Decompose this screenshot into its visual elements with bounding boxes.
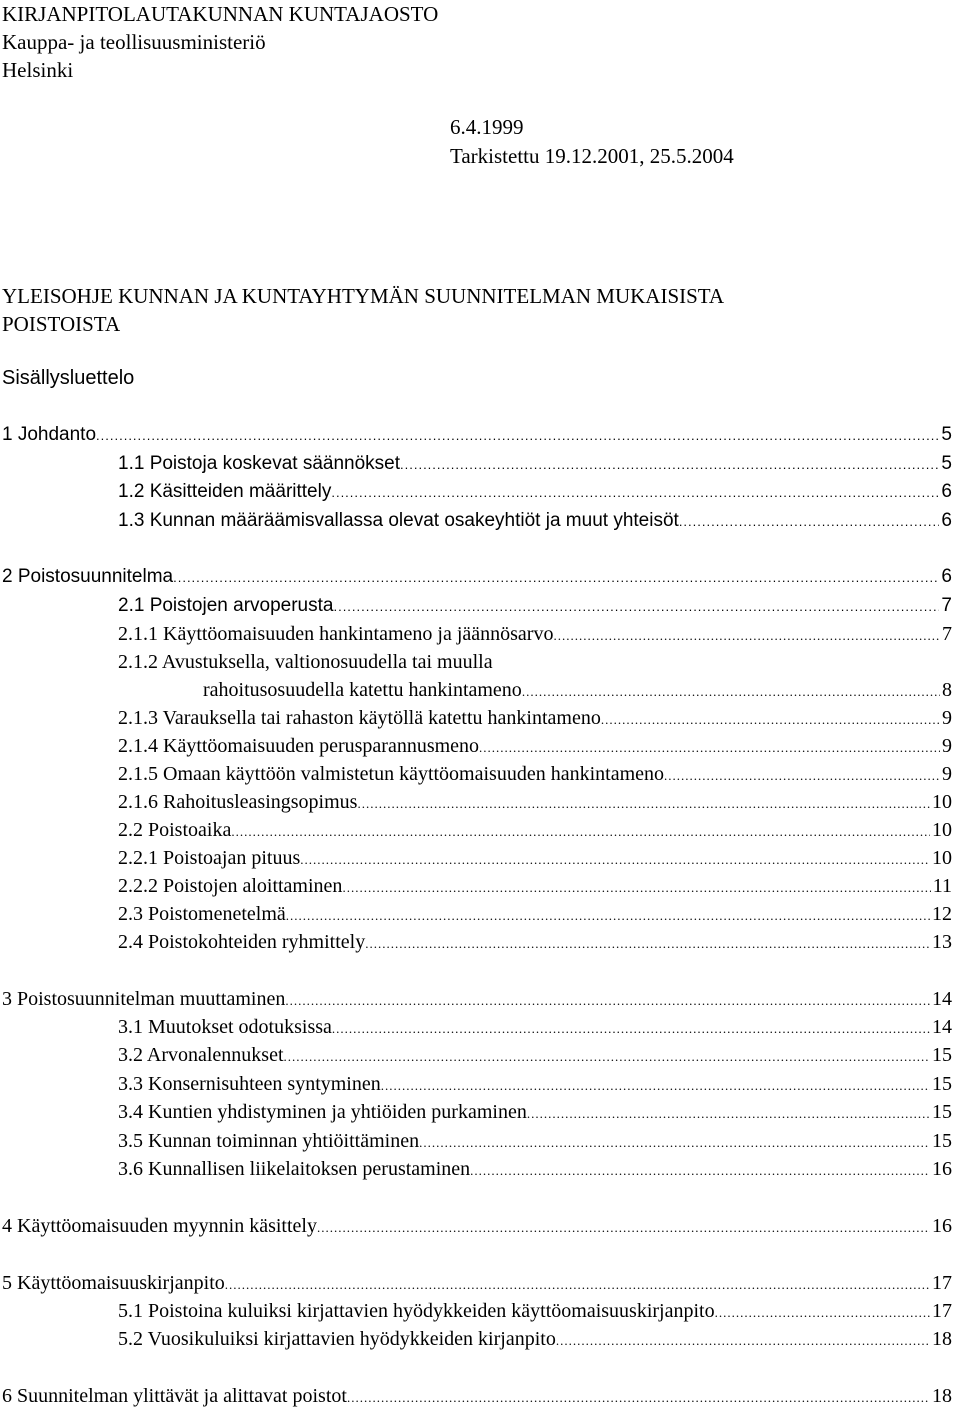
toc-leader <box>357 793 930 815</box>
toc-entry-label: 2.1.4 Käyttöomaisuuden perusparannusmeno <box>118 735 480 757</box>
toc-entry[interactable] <box>118 1158 952 1180</box>
toc-entry[interactable] <box>2 988 952 1010</box>
document-title-line-1: YLEISOHJE KUNNAN JA KUNTAYHTYMÄN SUUNNITELMAN MUKAISISTA <box>2 284 725 308</box>
toc-leader <box>332 1018 930 1040</box>
toc-entry-label: 2.1.1 Käyttöomaisuuden hankintameno ja jäännösarvo <box>118 623 554 645</box>
document-title-line-2: POISTOISTA <box>2 312 121 336</box>
toc-leader <box>381 1075 930 1097</box>
toc-entry-label: 2 Poistosuunnitelma <box>2 566 174 587</box>
toc-entry-page: 10 <box>932 819 952 841</box>
toc-entry-page: 18 <box>932 1385 952 1407</box>
toc-leader <box>317 1217 930 1239</box>
toc-entry-label: 3.1 Muutokset odotuksissa <box>118 1016 332 1038</box>
toc-entry-page: 15 <box>932 1044 952 1066</box>
toc-entry-label: rahoitusosuudella katettu hankintameno <box>203 679 522 701</box>
toc-leader <box>479 737 940 759</box>
toc-entry[interactable] <box>2 1215 952 1237</box>
toc-entry-label: 5.2 Vuosikuluiksi kirjattavien hyödykkeiden kirjanpito <box>118 1328 556 1350</box>
toc-entry-label[interactable]: 2.1.2 Avustuksella, valtionosuudella tai muulla <box>118 651 493 673</box>
toc-entry[interactable] <box>118 847 952 869</box>
toc-entry-label: 1.3 Kunnan määräämisvallassa olevat osakeyhtiöt ja muut yhteisöt <box>118 510 679 531</box>
toc-entry-page: 15 <box>932 1130 952 1152</box>
toc-heading: Sisällysluettelo <box>2 367 135 389</box>
toc-entry-label: 5.1 Poistoina kuluiksi kirjattavien hyödykkeiden käyttöomaisuuskirjanpito <box>118 1300 715 1322</box>
document-date: 6.4.1999 <box>450 115 524 139</box>
toc-entry[interactable] <box>118 1044 952 1066</box>
toc-entry[interactable] <box>118 707 952 729</box>
toc-entry-page: 10 <box>932 847 952 869</box>
toc-leader <box>400 454 939 476</box>
toc-entry[interactable] <box>118 1101 952 1123</box>
toc-leader <box>333 596 939 618</box>
toc-entry-page: 13 <box>932 931 952 953</box>
toc-leader <box>342 877 930 899</box>
toc-entry-label: 5 Käyttöomaisuuskirjanpito <box>2 1272 225 1294</box>
org-name: KIRJANPITOLAUTAKUNNAN KUNTAJAOSTO <box>2 2 439 26</box>
toc-entry-label: 1 Johdanto <box>2 424 97 445</box>
toc-leader <box>470 1160 930 1182</box>
toc-entry-page: 14 <box>932 988 952 1010</box>
toc-entry-page: 14 <box>932 1016 952 1038</box>
toc-entry-label: 3.2 Arvonalennukset <box>118 1044 284 1066</box>
toc-entry[interactable] <box>203 679 952 701</box>
toc-entry[interactable] <box>118 481 952 503</box>
toc-entry[interactable] <box>118 1328 952 1350</box>
toc-entry[interactable] <box>118 735 952 757</box>
toc-entry-label: 2.1 Poistojen arvoperusta <box>118 595 334 616</box>
toc-leader <box>556 1330 930 1352</box>
toc-entry-page: 6 <box>941 566 952 587</box>
toc-leader <box>225 1274 930 1296</box>
toc-entry-label: 1.1 Poistoja koskevat säännökset <box>118 453 401 474</box>
toc-leader <box>231 821 930 843</box>
toc-entry-page: 6 <box>941 481 952 502</box>
revision-dates: Tarkistettu 19.12.2001, 25.5.2004 <box>450 144 734 168</box>
toc-entry-label: 3.5 Kunnan toiminnan yhtiöittäminen <box>118 1130 420 1152</box>
toc-entry-page: 17 <box>932 1272 952 1294</box>
toc-entry-label: 2.4 Poistokohteiden ryhmittely <box>118 931 366 953</box>
toc-entry-page: 15 <box>932 1101 952 1123</box>
toc-entry[interactable] <box>118 510 952 532</box>
toc-entry-label: 2.1.5 Omaan käyttöön valmistetun käyttöomaisuuden hankintameno <box>118 763 665 785</box>
toc-entry[interactable] <box>118 903 952 925</box>
toc-entry-page: 9 <box>942 707 952 729</box>
toc-leader <box>284 1046 930 1068</box>
toc-entry-page: 6 <box>941 510 952 531</box>
toc-entry[interactable] <box>2 424 952 446</box>
toc-leader <box>419 1132 930 1154</box>
ministry-name: Kauppa- ja teollisuusministeriö <box>2 30 266 54</box>
toc-leader <box>286 905 930 927</box>
toc-entry-label: 3.6 Kunnallisen liikelaitoksen perustaminen <box>118 1158 471 1180</box>
toc-entry-label: 2.1.3 Varauksella tai rahaston käytöllä katettu hankintameno <box>118 707 601 729</box>
toc-entry-label: 2.2 Poistoaika <box>118 819 232 841</box>
toc-entry-label: 1.2 Käsitteiden määrittely <box>118 481 332 502</box>
toc-entry[interactable] <box>118 875 952 897</box>
toc-leader <box>365 933 930 955</box>
toc-leader <box>522 681 940 703</box>
toc-entry-page: 11 <box>932 875 952 897</box>
toc-entry-page: 17 <box>932 1300 952 1322</box>
toc-leader <box>715 1302 930 1324</box>
toc-leader <box>527 1103 930 1125</box>
toc-entry-label: 3.3 Konsernisuhteen syntyminen <box>118 1073 381 1095</box>
toc-entry[interactable] <box>118 763 952 785</box>
toc-entry-label: 2.1.6 Rahoitusleasingsopimus <box>118 791 358 813</box>
toc-entry[interactable] <box>118 1130 952 1152</box>
toc-entry-label: 2.3 Poistomenetelmä <box>118 903 286 925</box>
toc-entry-label: 3.4 Kuntien yhdistyminen ja yhtiöiden purkaminen <box>118 1101 527 1123</box>
toc-entry-page: 7 <box>941 595 952 616</box>
toc-entry[interactable] <box>118 819 952 841</box>
toc-entry-label: 2.2.1 Poistoajan pituus <box>118 847 301 869</box>
toc-leader <box>173 567 939 589</box>
toc-entry-page: 16 <box>932 1215 952 1237</box>
toc-entry-page: 9 <box>942 763 952 785</box>
toc-entry-page: 8 <box>942 679 952 701</box>
toc-entry[interactable] <box>118 453 952 475</box>
toc-entry-label: 6 Suunnitelman ylittävät ja alittavat poistot <box>2 1385 347 1407</box>
toc-entry[interactable] <box>118 1073 952 1095</box>
toc-leader <box>331 482 939 504</box>
toc-entry[interactable] <box>2 1272 952 1294</box>
toc-leader <box>601 709 940 731</box>
toc-entry[interactable] <box>118 931 952 953</box>
toc-entry-page: 12 <box>932 903 952 925</box>
toc-leader <box>347 1387 930 1409</box>
toc-entry-label: 4 Käyttöomaisuuden myynnin käsittely <box>2 1215 317 1237</box>
toc-entry-page: 9 <box>942 735 952 757</box>
toc-entry-page: 18 <box>932 1328 952 1350</box>
toc-entry-page: 15 <box>932 1073 952 1095</box>
toc-entry-label: 3 Poistosuunnitelman muuttaminen <box>2 988 286 1010</box>
toc-entry-page: 7 <box>942 623 952 645</box>
toc-entry[interactable] <box>118 595 952 617</box>
toc-entry[interactable] <box>2 566 952 588</box>
toc-leader <box>664 765 940 787</box>
toc-entry[interactable] <box>118 1016 952 1038</box>
toc-entry-page: 16 <box>932 1158 952 1180</box>
toc-leader <box>553 625 940 647</box>
toc-entry-page: 10 <box>932 791 952 813</box>
toc-entry[interactable] <box>118 791 952 813</box>
toc-entry-page: 5 <box>941 453 952 474</box>
toc-entry[interactable] <box>2 1385 952 1407</box>
toc-leader <box>679 511 940 533</box>
toc-leader <box>96 425 939 447</box>
toc-leader <box>285 990 930 1012</box>
city-name: Helsinki <box>2 58 74 82</box>
toc-entry[interactable] <box>118 1300 952 1322</box>
toc-entry-page: 5 <box>941 424 952 445</box>
toc-entry-label: 2.2.2 Poistojen aloittaminen <box>118 875 343 897</box>
toc-leader <box>300 849 930 871</box>
toc-entry[interactable] <box>118 623 952 645</box>
